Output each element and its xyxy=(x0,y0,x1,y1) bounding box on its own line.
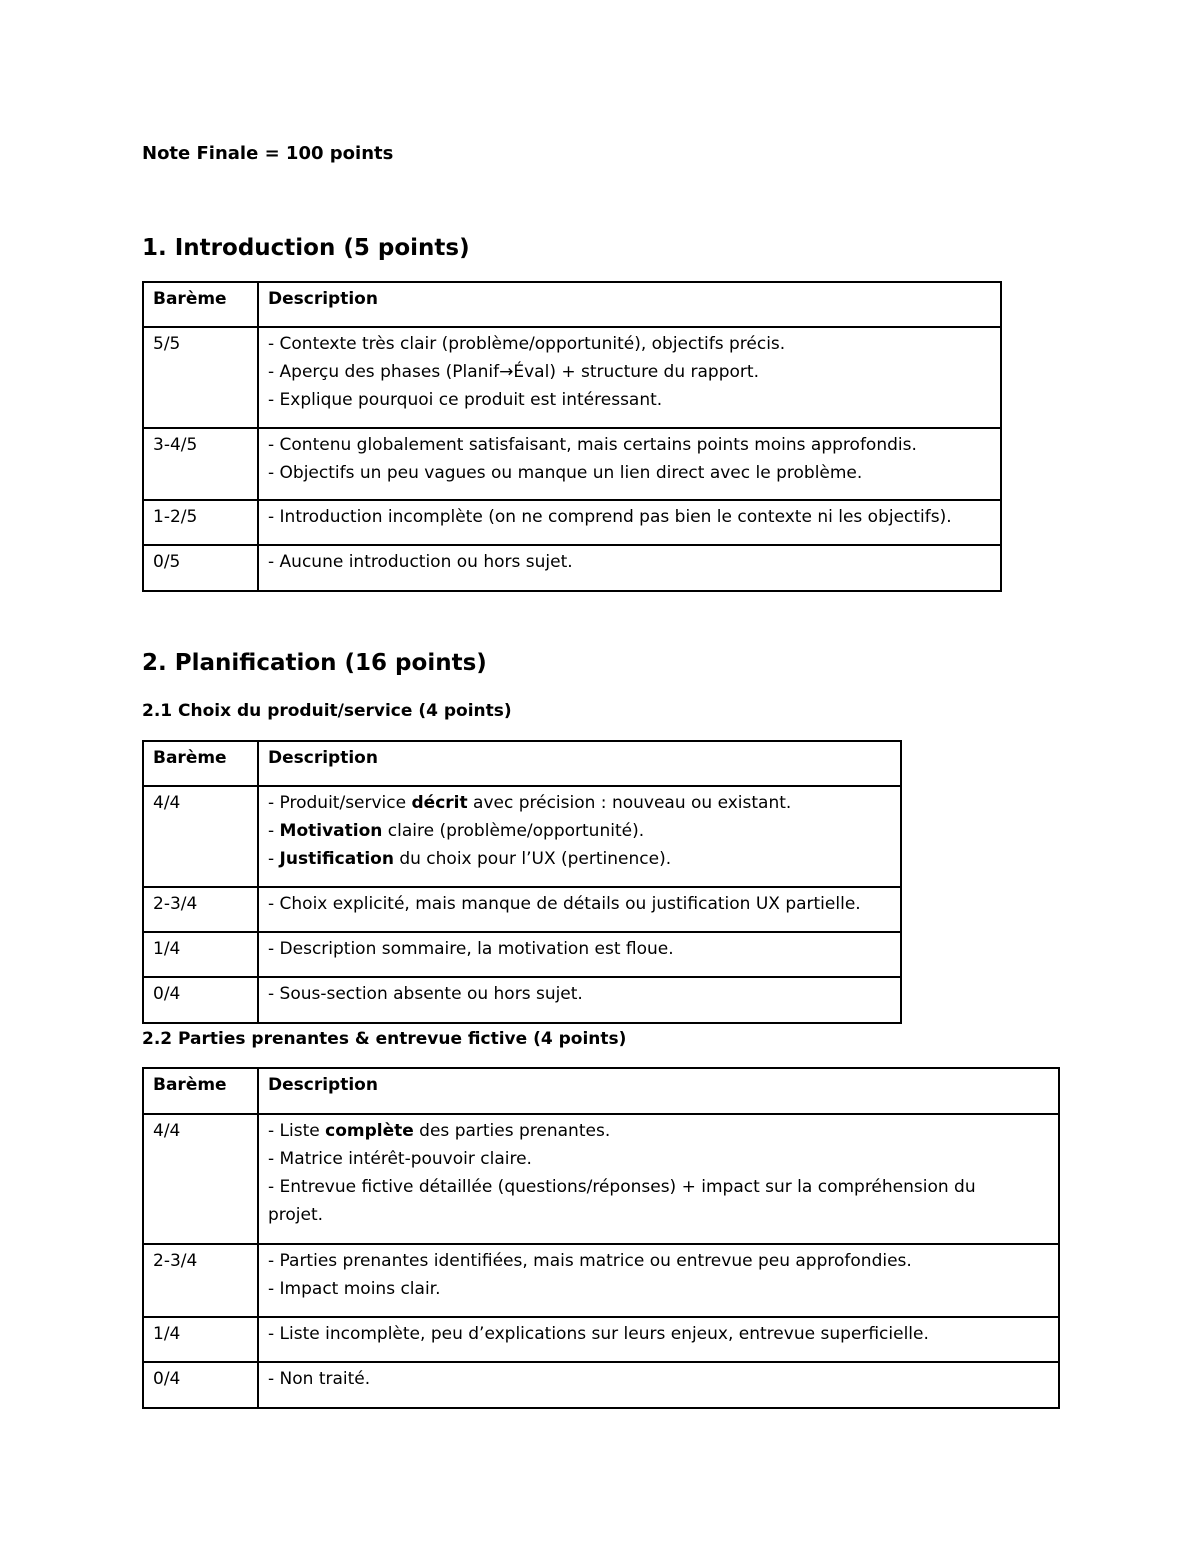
emphasis-text: décrit xyxy=(411,793,468,813)
description-line xyxy=(268,845,892,873)
header-description: Description xyxy=(258,282,1001,327)
description-cell xyxy=(258,932,901,977)
description-cell xyxy=(258,428,1001,500)
description-line: - Liste incomplète, peu d’explications sur leurs enjeux, entrevue superficielle. xyxy=(268,1324,929,1344)
score-cell: 1/4 xyxy=(143,1317,258,1362)
table-row xyxy=(143,786,901,887)
header-description: Description xyxy=(258,1068,1059,1114)
description-line: - Description sommaire, la motivation est floue. xyxy=(268,939,674,959)
description-cell xyxy=(258,786,901,887)
description-line: - Sous-section absente ou hors sujet. xyxy=(268,984,583,1004)
subsection-2-2-rubric-table xyxy=(142,1067,1060,1409)
description-text: du choix pour l’UX (pertinence). xyxy=(393,849,672,869)
table-row xyxy=(143,1362,1059,1408)
description-cell xyxy=(258,977,901,1023)
score-cell: 2-3/4 xyxy=(143,1244,258,1317)
emphasis-text: Motivation xyxy=(279,821,383,841)
description-cell xyxy=(258,1114,1059,1244)
header-description: Description xyxy=(258,741,901,786)
description-text: avec précision : nouveau ou existant. xyxy=(467,793,792,813)
table-row xyxy=(143,428,1001,500)
score-cell: 5/5 xyxy=(143,327,258,428)
description-cell xyxy=(258,887,901,932)
note-finale: Note Finale = 100 points xyxy=(142,143,394,164)
description-text: - Produit/service xyxy=(268,793,412,813)
emphasis-text: Justification xyxy=(279,849,394,869)
score-cell: 3-4/5 xyxy=(143,428,258,500)
description-cell xyxy=(258,545,1001,591)
description-cell xyxy=(258,327,1001,428)
description-cell xyxy=(258,1244,1059,1317)
table-row xyxy=(143,545,1001,591)
description-text: - xyxy=(268,849,280,869)
score-cell: 4/4 xyxy=(143,1114,258,1244)
table-row xyxy=(143,500,1001,545)
description-line: - Objectifs un peu vagues ou manque un lien direct avec le problème. xyxy=(268,463,863,483)
description-line xyxy=(268,817,892,845)
score-cell: 0/4 xyxy=(143,977,258,1023)
description-line: - Parties prenantes identifiées, mais matrice ou entrevue peu approfondies. xyxy=(268,1251,912,1271)
table-row xyxy=(143,1114,1059,1244)
table-header-row xyxy=(143,282,1001,327)
table-row xyxy=(143,932,901,977)
score-cell: 4/4 xyxy=(143,786,258,887)
score-cell: 0/5 xyxy=(143,545,258,591)
table-row xyxy=(143,327,1001,428)
description-text: des parties prenantes. xyxy=(413,1121,611,1141)
table-header-row xyxy=(143,1068,1059,1114)
subsection-2-1-rubric-table xyxy=(142,740,902,1024)
section-1-rubric-table xyxy=(142,281,1002,592)
score-cell: 2-3/4 xyxy=(143,887,258,932)
header-score: Barème xyxy=(143,1068,258,1114)
description-line: - Contexte très clair (problème/opportunité), objectifs précis. xyxy=(268,334,786,354)
table-row xyxy=(143,1244,1059,1317)
description-line: projet. xyxy=(268,1205,324,1225)
subsection-2-2-title: 2.2 Parties prenantes & entrevue fictive (4 points) xyxy=(142,1029,627,1049)
table-row xyxy=(143,977,901,1023)
header-score: Barème xyxy=(143,741,258,786)
description-line: - Aucune introduction ou hors sujet. xyxy=(268,552,573,572)
score-cell: 0/4 xyxy=(143,1362,258,1408)
table-row xyxy=(143,887,901,932)
description-line: - Non traité. xyxy=(268,1369,371,1389)
description-cell xyxy=(258,1362,1059,1408)
description-line: - Contenu globalement satisfaisant, mais certains points moins approfondis. xyxy=(268,435,917,455)
section-1-title: 1. Introduction (5 points) xyxy=(142,235,470,261)
description-text: - xyxy=(268,821,280,841)
description-line xyxy=(268,789,892,817)
score-cell: 1/4 xyxy=(143,932,258,977)
header-score: Barème xyxy=(143,282,258,327)
description-line: - Choix explicité, mais manque de détails ou justification UX partielle. xyxy=(268,894,861,914)
description-line: - Introduction incomplète (on ne comprend pas bien le contexte ni les objectifs). xyxy=(268,507,952,527)
subsection-2-1-title: 2.1 Choix du produit/service (4 points) xyxy=(142,701,512,721)
description-line: - Impact moins clair. xyxy=(268,1279,441,1299)
description-line: - Matrice intérêt-pouvoir claire. xyxy=(268,1149,532,1169)
description-text: claire (problème/opportunité). xyxy=(382,821,645,841)
description-text: - Liste xyxy=(268,1121,326,1141)
description-line: - Entrevue fictive détaillée (questions/réponses) + impact sur la compréhension du xyxy=(268,1177,976,1197)
score-cell: 1-2/5 xyxy=(143,500,258,545)
description-line xyxy=(268,1117,1050,1145)
emphasis-text: complète xyxy=(325,1121,414,1141)
description-cell xyxy=(258,1317,1059,1362)
section-2-title: 2. Planification (16 points) xyxy=(142,650,487,676)
description-line: - Aperçu des phases (Planif→Éval) + structure du rapport. xyxy=(268,362,759,382)
table-header-row xyxy=(143,741,901,786)
description-line: - Explique pourquoi ce produit est intéressant. xyxy=(268,390,663,410)
table-row xyxy=(143,1317,1059,1362)
description-cell xyxy=(258,500,1001,545)
